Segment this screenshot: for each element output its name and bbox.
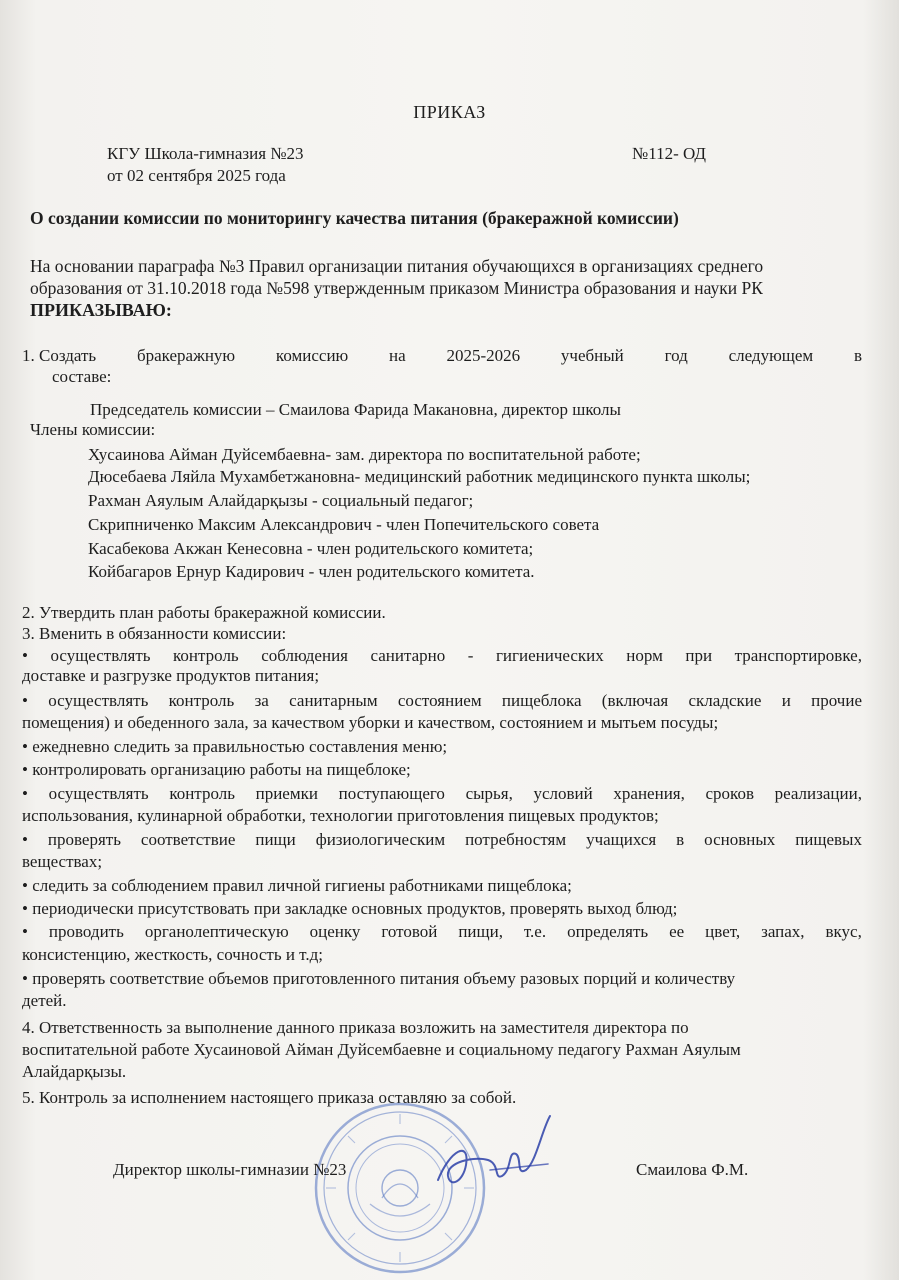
duty-word: прочие (811, 691, 862, 710)
duty-word: контроль (173, 646, 239, 665)
duty-word: приемки (255, 784, 318, 803)
duty-word: сырья, (465, 784, 513, 803)
basis-line-1: На основании параграфа №3 Правил организации питания обучающихся в организациях среднего (30, 256, 764, 276)
bullet: • (22, 691, 28, 710)
duty-word: физиологическим (315, 830, 446, 849)
order-word: ПРИКАЗЫВАЮ: (30, 300, 172, 320)
duty-word: транспортировке, (734, 646, 862, 665)
duty-line (22, 646, 862, 666)
item-1-continuation: составе: (52, 367, 112, 386)
duty-word: соответствие (140, 830, 236, 849)
duty-word: пищи (255, 830, 296, 849)
duty-word: и (781, 691, 791, 710)
item-1-word: бракеражную (136, 346, 236, 365)
duty-word: соблюдения (261, 646, 348, 665)
duty-word: санитарным (289, 691, 378, 710)
organization-name: КГУ Школа-гимназия №23 (107, 144, 304, 163)
duty-word: хранения, (613, 784, 685, 803)
duty-continuation: доставке и разгрузке продуктов питания; (22, 666, 320, 685)
duty-word: проводить (48, 922, 124, 941)
duty-line: • проверять соответствие объемов приготовленного питания объему разовых порций и количеству (22, 969, 736, 988)
duty-word: контроль (168, 691, 235, 710)
item-1-word: комиссию (275, 346, 349, 365)
duty-word: сроков (705, 784, 754, 803)
member-line: Скрипниченко Максим Александрович - член Попечительского совета (88, 515, 600, 534)
duty-word: осуществлять (48, 784, 149, 803)
duty-word: оценку (309, 922, 361, 941)
signer-name: Смаилова Ф.М. (636, 1160, 749, 1179)
signature-icon (430, 1110, 570, 1200)
duty-line (22, 922, 862, 942)
order-subject: О создании комиссии по мониторингу качества питания (бракеражной комиссии) (30, 208, 679, 228)
bullet: • (22, 830, 28, 849)
bullet: • (22, 646, 28, 665)
duty-word: вкус, (825, 922, 862, 941)
item-4-line-1: 4. Ответственность за выполнение данного приказа возложить на заместителя директора по (22, 1018, 689, 1037)
duty-line: • периодически присутствовать при закладке основных продуктов, проверять выход блюд; (22, 899, 678, 918)
duty-word: - (467, 646, 474, 665)
duty-line (22, 830, 862, 850)
duty-word: поступающего (338, 784, 445, 803)
duty-continuation: детей. (22, 991, 67, 1010)
duty-word: пищеблока (501, 691, 582, 710)
duty-line: • ежедневно следить за правильностью составления меню; (22, 737, 448, 756)
member-line: Хусаинова Айман Дуйсембаевна- зам. директора по воспитательной работе; (88, 445, 641, 464)
duty-continuation: использования, кулинарной обработки, технологии приготовления пищевых продуктов; (22, 806, 659, 825)
duty-word: пищи, (458, 922, 503, 941)
item-1-word: на (389, 346, 406, 365)
duty-word: запах, (761, 922, 805, 941)
item-1-word: в (853, 346, 862, 365)
duty-continuation: веществах; (22, 852, 103, 871)
item-5: 5. Контроль за исполнением настоящего приказа оставляю за собой. (22, 1088, 517, 1107)
order-date: от 02 сентября 2025 года (107, 166, 286, 185)
duty-line: • контролировать организацию работы на пищеблоке; (22, 760, 411, 779)
duty-word: контроль (169, 784, 235, 803)
duty-word: при (685, 646, 713, 665)
duty-word: за (254, 691, 269, 710)
members-label: Члены комиссии: (30, 420, 156, 439)
duty-word: осуществлять (50, 646, 151, 665)
duty-word: норм (626, 646, 663, 665)
item-4-line-2: воспитательной работе Хусаиновой Айман Дуйсембаевне и социальному педагогу Рахман Аяулым (22, 1040, 741, 1059)
bullet: • (22, 922, 28, 941)
chairman-line: Председатель комиссии – Смаилова Фарида Макановна, директор школы (90, 400, 621, 419)
bullet: • (22, 784, 28, 803)
duty-word: состоянием (397, 691, 482, 710)
duty-word: органолептическую (144, 922, 289, 941)
duty-line: • следить за соблюдением правил личной гигиены работниками пищеблока; (22, 876, 572, 895)
member-line: Дюсебаева Ляйла Мухамбетжановна- медицинский работник медицинского пункта школы; (88, 467, 751, 486)
duty-line (22, 691, 862, 711)
duty-word: учащихся (586, 830, 657, 849)
duty-word: потребностям (465, 830, 567, 849)
item-1-word: учебный (560, 346, 624, 365)
basis-line-2: образования от 31.10.2018 года №598 утвержденным приказом Министра образования и науки РК (30, 278, 763, 298)
duty-word: основных (704, 830, 776, 849)
duty-word: ее (669, 922, 685, 941)
duty-word: т.е. (523, 922, 547, 941)
item-1-word: 2025-2026 (446, 346, 521, 365)
item-1-word: год (664, 346, 688, 365)
order-number: №112- ОД (632, 144, 707, 163)
duty-continuation: помещения) и обеденного зала, за качеством уборки и качеством, состоянием и мытьем посуды; (22, 713, 719, 732)
document-title: ПРИКАЗ (413, 102, 486, 122)
item-1-word: следующем (728, 346, 814, 365)
duty-line (22, 784, 862, 804)
duty-word: осуществлять (48, 691, 149, 710)
member-line: Койбагаров Ернур Кадирович - член родительского комитета. (88, 562, 535, 581)
duty-continuation: консистенцию, жесткость, сочность и т.д; (22, 945, 323, 964)
item-1-line (22, 346, 862, 366)
signer-title: Директор школы-гимназии №23 (113, 1160, 347, 1179)
duty-word: условий (533, 784, 593, 803)
duty-word: определять (567, 922, 649, 941)
duty-word: пищевых (795, 830, 862, 849)
member-line: Касабекова Акжан Кенесовна - член родительского комитета; (88, 539, 534, 558)
duty-word: проверять (47, 830, 121, 849)
item-3: 3. Вменить в обязанности комиссии: (22, 624, 287, 643)
duty-word: реализации, (774, 784, 862, 803)
duty-word: цвет, (705, 922, 741, 941)
duty-word: готовой (381, 922, 438, 941)
item-2: 2. Утвердить план работы бракеражной комиссии. (22, 603, 386, 622)
duty-word: гигиенических (495, 646, 604, 665)
duty-word: в (676, 830, 685, 849)
duty-word: (включая (601, 691, 669, 710)
member-line: Рахман Аяулым Алайдарқызы - социальный педагог; (88, 491, 474, 510)
item-1-word: 1. Создать (22, 346, 97, 365)
item-4-line-3: Алайдарқызы. (22, 1062, 127, 1081)
duty-word: складские (688, 691, 762, 710)
duty-word: санитарно (370, 646, 446, 665)
